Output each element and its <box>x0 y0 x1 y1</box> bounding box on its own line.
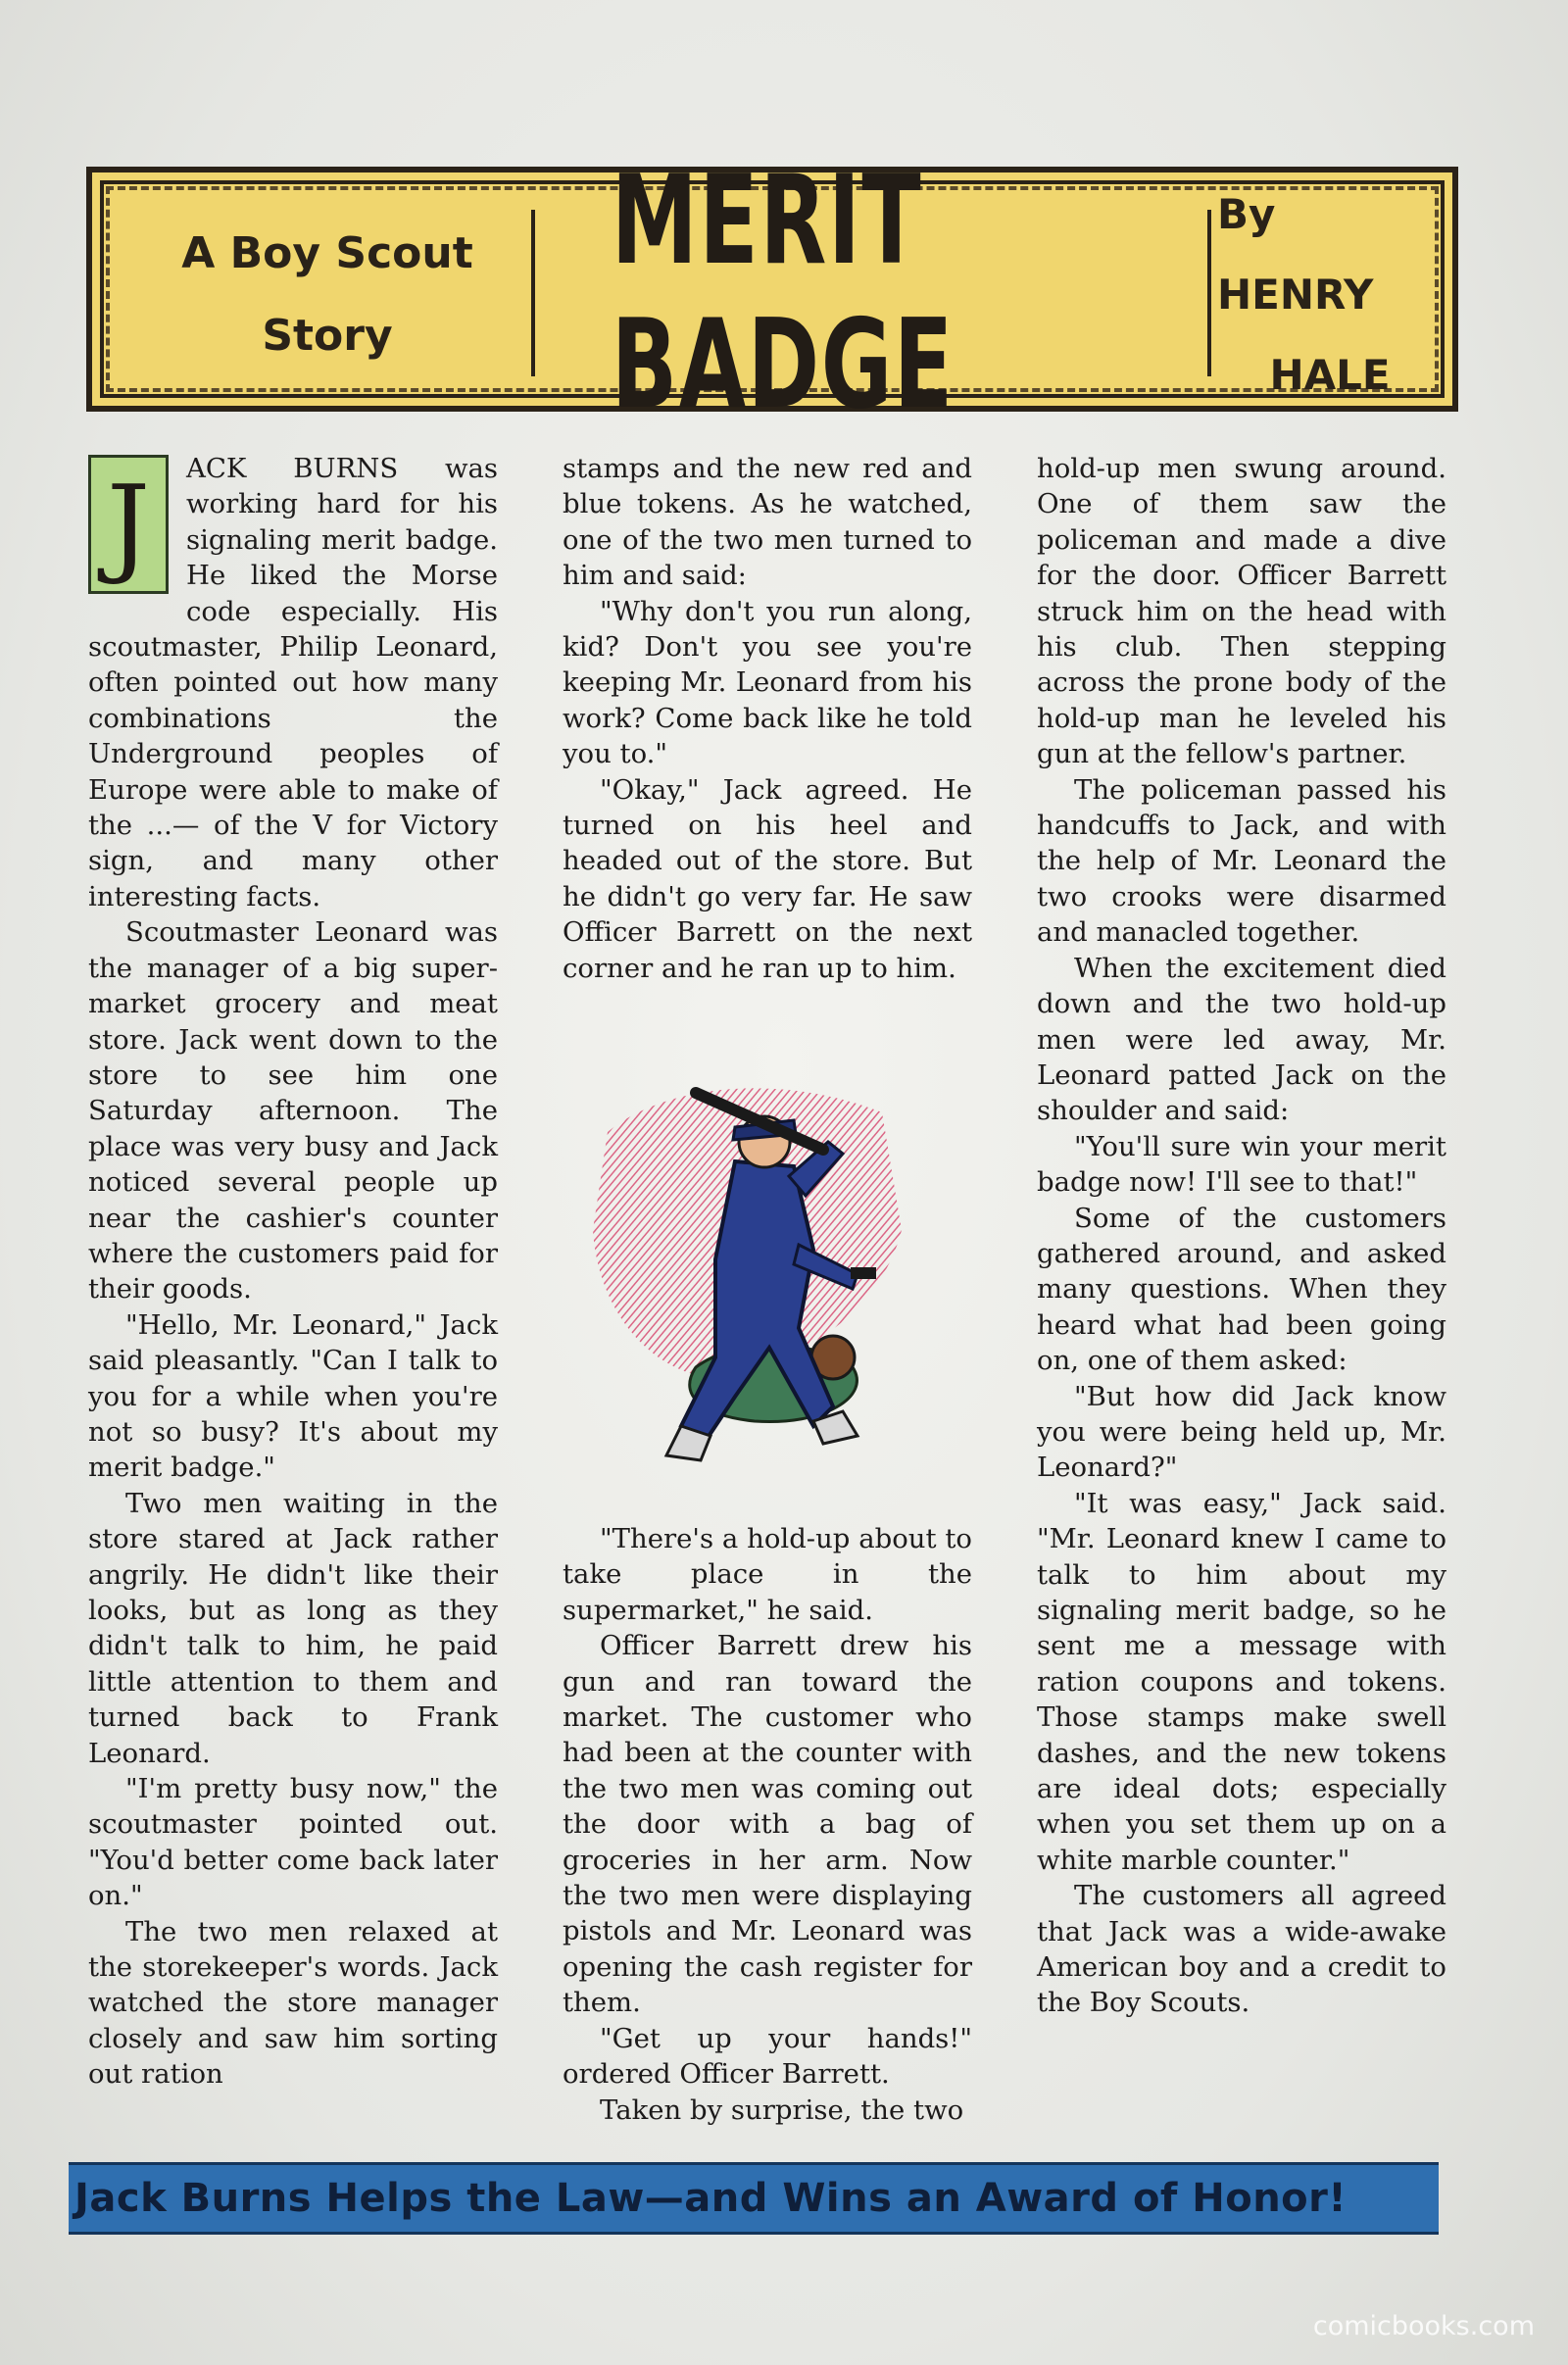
paragraph: Officer Barrett drew his gun and ran toward the market. The customer who had been at the counter with the two men was coming out the door with a bag of groceries in her arm. Now the two men were displaying pistols and Mr. Leonard was opening the cash register for them. <box>563 1630 972 2019</box>
paragraph: The two men relaxed at the storekeeper's words. Jack watched the store manager closely and saw him sorting out ration <box>88 1915 498 2091</box>
text-column-2-bottom <box>563 1521 972 2128</box>
paragraph: "Get up your hands!" ordered Officer Barrett. <box>563 2022 972 2091</box>
paragraph: "I'm pretty busy now," the scoutmaster pointed out. "You'd better come back later on." <box>88 1773 498 1912</box>
story-type-line2: Story <box>262 311 393 361</box>
text-column-1 <box>88 451 498 2093</box>
text-column-3 <box>1037 451 1446 2021</box>
paragraph: hold-up men swung around. One of them saw the policeman and made a dive for the door. Officer Barrett struck him on the head with his club. Then stepping across the prone body of the hold-up man he leveled his gun at the fellow's partner. <box>1037 453 1446 770</box>
watermark: comicbooks.com <box>1312 2311 1535 2341</box>
paragraph: Some of the customers gathered around, and asked many questions. When they heard what had been going on, one of them asked: <box>1037 1202 1446 1377</box>
byline <box>1217 190 1443 399</box>
paragraph: "Hello, Mr. Leonard," Jack said pleasantly. "Can I talk to you for a while when you're not so busy? It's about my merit badge." <box>88 1308 498 1484</box>
footer-banner <box>69 2162 1439 2235</box>
drop-cap: J <box>88 455 169 594</box>
paragraph: The customers all agreed that Jack was a wide-awake American boy and a credit to the Boy Scouts. <box>1037 1880 1446 2019</box>
footer-tagline: Jack Burns Helps the Law—and Wins an Award of Honor! <box>74 2176 1348 2221</box>
byline-line1: By HENRY <box>1217 190 1374 319</box>
pistol <box>851 1267 876 1279</box>
paragraph: "It was easy," Jack said. "Mr. Leonard knew I came to talk to him about my signaling merit badge, so he sent me a message with ration coupons and tokens. Those stamps make swell dashes, and the new tokens are ideal dots; especially when you set them up on a white marble counter." <box>1037 1487 1446 1876</box>
paragraph: "There's a hold-up about to take place in the supermarket," he said. <box>563 1523 972 1626</box>
paragraph: When the excitement died down and the two hold-up men were led away, Mr. Leonard patted Jack on the shoulder and said: <box>1037 952 1446 1127</box>
paragraph: "You'll sure win your merit badge now! I'll see to that!" <box>1037 1130 1446 1199</box>
story-type-line1: A Boy Scout <box>181 228 473 278</box>
title-banner <box>86 148 1458 436</box>
byline-line2: HALE <box>1269 351 1391 399</box>
paragraph: "Why don't you run along, kid? Don't you see you're keeping Mr. Leonard from his work? Come back like he told you to." <box>563 595 972 770</box>
paragraph: stamps and the new red and blue tokens. As he watched, one of the two men turned to him and said: <box>563 453 972 592</box>
policeman-illustration <box>588 1073 911 1475</box>
story-title: MERIT BADGE <box>611 148 955 436</box>
banner-divider-right <box>1207 210 1211 376</box>
paragraph: "Okay," Jack agreed. He turned on his heel and headed out of the store. But he didn't go very far. He saw Officer Barrett on the next corner and he ran up to him. <box>563 773 972 984</box>
paragraph: Taken by surprise, the two <box>600 2094 964 2126</box>
paragraph: Two men waiting in the store stared at Jack rather angrily. He didn't like their looks, but as long as they didn't talk to him, he paid little attention to them and turned back to Frank Leonard. <box>88 1487 498 1769</box>
paragraph: ACK BURNS was working hard for his signaling merit badge. He liked the Morse code especially. His scoutmaster, Philip Leonard, often pointed out how many combinations the Underground peoples of Europe were able to make of the ...— of the V for Victory sign, and many other interesting facts. <box>88 453 498 912</box>
text-column-2-top <box>563 451 972 986</box>
story-type-label <box>131 212 523 378</box>
banner-divider-left <box>531 210 535 376</box>
paragraph: Scoutmaster Leonard was the manager of a big super-market grocery and meat store. Jack went down to the store to see him one Saturday afternoon. The place was very busy and Jack noticed several people up near the cashier's counter where the customers paid for their goods. <box>88 916 498 1306</box>
paragraph: The policeman passed his handcuffs to Jack, and with the help of Mr. Leonard the two crooks were disarmed and manacled together. <box>1037 773 1446 949</box>
paragraph: "But how did Jack know you were being held up, Mr. Leonard?" <box>1037 1380 1446 1484</box>
